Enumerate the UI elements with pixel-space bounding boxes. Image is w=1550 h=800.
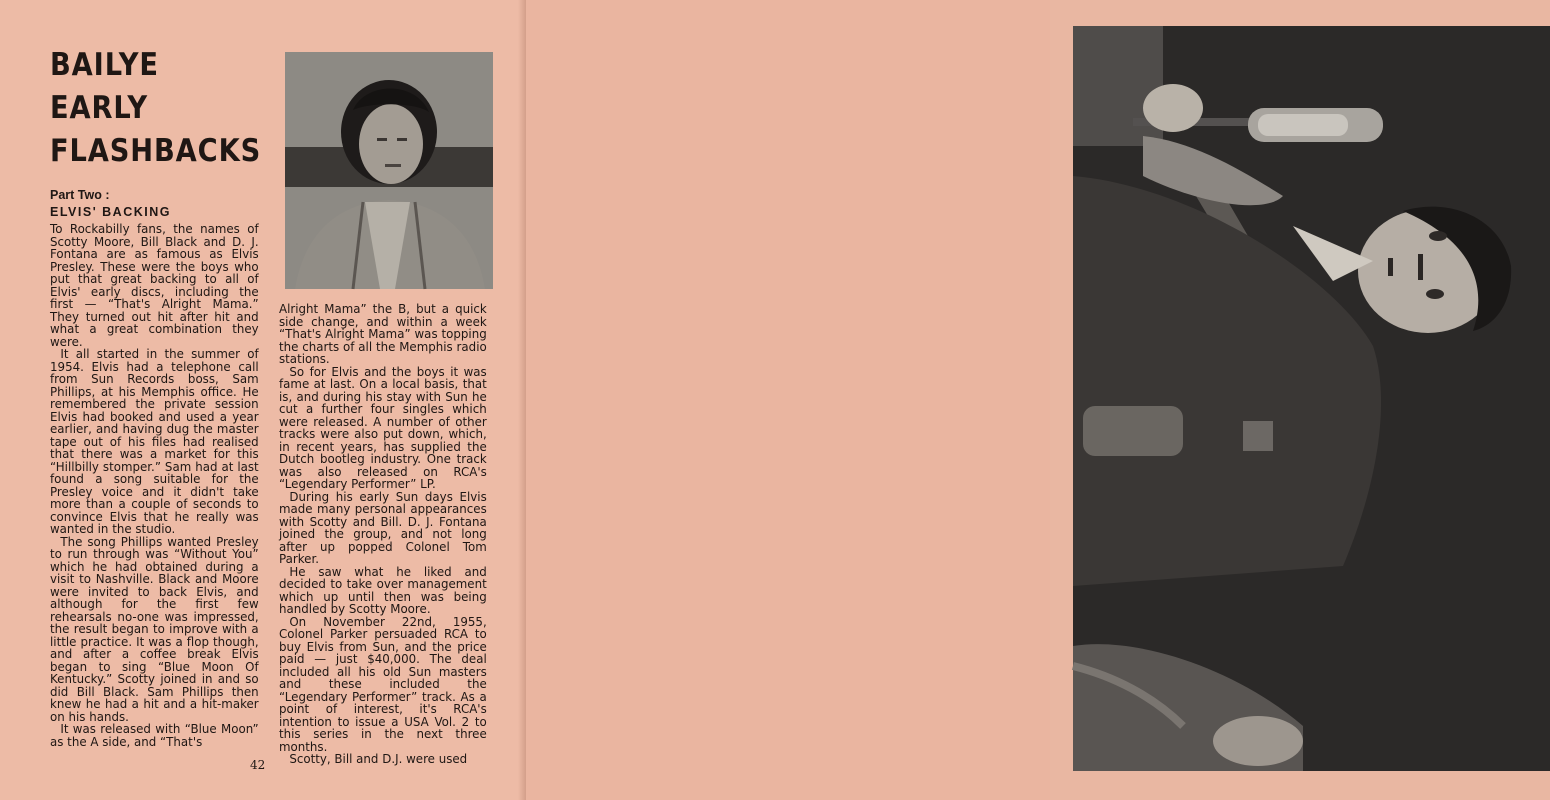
article-subhead: ELVIS' BACKING bbox=[50, 205, 171, 219]
paragraph: The song Phillips wanted Presley to run through was “Without You” which he had obtained during a visit to Nashville. Black and Moore were invited to back Elvis, and although for the first few rehearsals no-one was impressed, the result began to improve with a little practice. It was a flop though, and after a coffee break Elvis began to sing “Blue Moon Of Kentucky.” Scotty joined in and so did Bill Black. Sam Phillips then knew he had a hit and a hit-maker on his hands. bbox=[50, 533, 259, 724]
paragraph: It all started in the summer of 1954. Elvis had a telephone call from Sun Records boss, Sam Phillips, at his Memphis office. He remembered the private session Elvis had booked and used a year earlier, and having dug the master tape out of his files had realised that there was a market for this “Hillbilly stomper.” Sam had at last found a song suitable for the Presley voice and it didn't take more than a couple of seconds to convince Elvis that he really was wanted in the studio. bbox=[50, 346, 259, 536]
headline-line-2: EARLY bbox=[50, 90, 149, 126]
paragraph: On November 22nd, 1955, Colonel Parker persuaded RCA to buy Elvis from Sun, and the price paid — just $40,000. The deal included all his old Sun masters and these included the “Legendary Performer” track. As a point of interest, it's RCA's intention to issue a USA Vol. 2 to this series in the next three months. bbox=[279, 613, 487, 754]
right-page bbox=[526, 0, 1050, 800]
paragraph: He saw what he liked and decided to take over management which up until then was being handled by Scotty Moore. bbox=[279, 563, 487, 616]
portrait-illustration bbox=[285, 52, 493, 289]
left-page bbox=[0, 0, 526, 800]
headline bbox=[50, 44, 262, 173]
paragraph: It was released with “Blue Moon” as the A side, and “That's bbox=[50, 721, 259, 749]
performer-illustration bbox=[1073, 26, 1550, 771]
paragraph: During his early Sun days Elvis made many personal appearances with Scotty and Bill. D. J. Fontana joined the group, and not long after up popped Colonel Tom Parker. bbox=[279, 488, 487, 566]
paragraph: To Rockabilly fans, the names of Scotty Moore, Bill Black and D. J. Fontana are as famous as Elvis Presley. These were the boys who put that great backing to all of Elvis' early discs, including the first — “That's Alright Mama.” They turned out hit after hit and what a great combination they were. bbox=[50, 221, 259, 349]
part-label: Part Two : bbox=[50, 188, 110, 202]
performer-photo bbox=[1073, 26, 1550, 771]
page-number: 42 bbox=[250, 758, 266, 772]
portrait-photo bbox=[285, 52, 493, 289]
paragraph: Scotty, Bill and D.J. were used bbox=[289, 751, 468, 766]
paragraph: So for Elvis and the boys it was fame at last. On a local basis, that is, and during his stay with Sun he cut a further four singles which were released. A number of other tracks were also put down, which, in recent years, has supplied the Dutch bootleg industry. One track was also released on RCA's “Legendary Performer” LP. bbox=[279, 363, 487, 491]
headline-line-3: FLASHBACKS bbox=[50, 133, 262, 169]
paragraph: Alright Mama” the B, but a quick side change, and within a week “That's Alright Mama” was topping the charts of all the Memphis radio stations. bbox=[279, 301, 487, 366]
article-column-2 bbox=[279, 301, 487, 766]
article-column-1 bbox=[50, 223, 259, 753]
headline-line-1: BAILYE bbox=[50, 47, 159, 83]
